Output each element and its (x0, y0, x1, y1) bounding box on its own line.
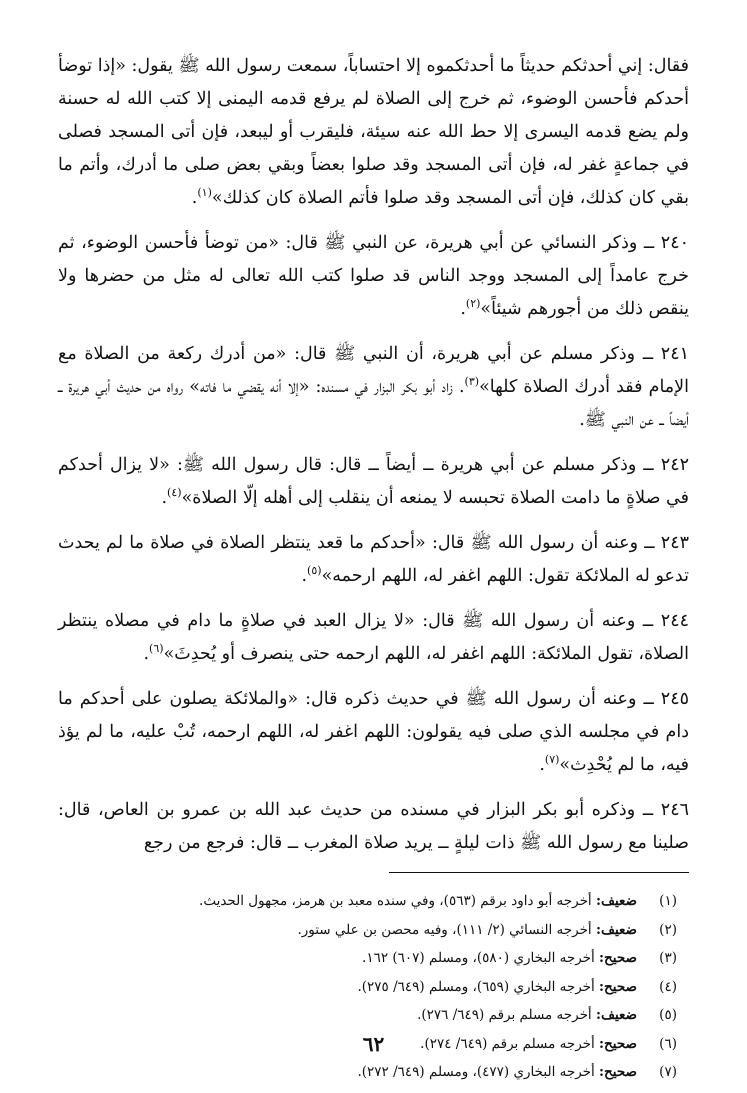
footnote-text: أخرجه أبو داود برقم (٥٦٣)، وفي سنده معبد بن هرمز، مجهول الحديث. (199, 893, 592, 909)
paragraph-text: ٢٤٢ ــ وذكر مسلم عن أبي هريرة ــ أيضاً ــ قال: قال رسول الله ﷺ: «لا يزال أحدكم في صلاةٍ ما دامت الصلاة تحبسه لا يمنعه أن ينقلب إلى أهله إلّا الصلاة» (58, 455, 689, 508)
paragraph (58, 794, 689, 860)
paragraph-text: فقال: إني أحدثكم حديثاً ما أحدثكموه إلا احتساباً، سمعت رسول الله ﷺ يقول: «إذا توضأ أحدكم فأحسن الوضوء، ثم خرج إلى الصلاة لم يرفع قدمه اليمنى إلا كتب الله له حسنة ولم يضع قدمه اليسرى إلا حط الله عنه سيئة، فليقرب أو ليبعد، فإن أتى المسجد فصلى في جماعةٍ غفر له، فإن أتى المسجد وقد صلوا بعضاً وبقي بعض صلى ما أدرك، وأتم ما بقي كان كذلك، فإن أتى المسجد وقد صلوا فأتم الصلاة كان كذلك» (58, 56, 689, 208)
paragraph-text: ٢٤٦ ــ وذكره أبو بكر البزار في مسنده من حديث عبد الله بن عمرو بن العاص، قال: صلينا مع رسول الله ﷺ ذات ليلةٍ ــ يريد صلاة المغرب ــ قال: فرجع من رجع (58, 800, 689, 853)
footnote-divider (389, 872, 689, 873)
footnote-number: (٧) (659, 1064, 677, 1080)
footnote-text: أخرجه مسلم برقم (٦٤٩/ ٢٧٤). (420, 1035, 595, 1052)
footnote-grade: ضعيف: (595, 921, 637, 938)
paragraph-text: ٢٤٣ ــ وعنه أن رسول الله ﷺ قال: «أحدكم ما قعد ينتظر الصلاة في صلاة ما لم يحدث تدعو له الملائكة تقول: اللهم اغفر له، اللهم ارحمه» (58, 533, 689, 586)
footnotes (58, 887, 689, 1087)
footnote-number: (٢) (659, 921, 677, 938)
footnote-text: أخرجه البخاري (٦٥٩)، ومسلم (٦٤٩/ ٢٧٥). (357, 978, 595, 995)
paragraph (58, 338, 689, 437)
footnote-ref: (٣) (464, 375, 480, 389)
paragraph-tail: . زاد أبو بكر البزار في مسنده: «إلا أنه يقضي ما فاته» رواه من حديث أبي هريرة ــ أيضاً ــ عن النبي ﷺ. (58, 377, 689, 430)
footnote-grade: ضعيف: (595, 1007, 637, 1023)
paragraph-text: ٢٤١ ــ وذكر مسلم عن أبي هريرة، أن النبي ﷺ قال: «من أدرك ركعة من الصلاة مع الإمام فقد أدرك الصلاة كلها» (58, 344, 689, 397)
paragraph (58, 683, 689, 782)
page-number: ٦٢ (362, 1032, 385, 1056)
paragraph-text: ٢٤٥ ــ وعنه أن رسول الله ﷺ في حديث ذكره قال: «والملائكة يصلون على أحدكم ما دام في مجلسه الذي صلى فيه يقولون: اللهم اغفر له، اللهم ارحمه، تُبْ عليه، ما لم يؤذ فيه، ما لم يُحْدِث» (58, 689, 689, 775)
paragraph (58, 527, 689, 593)
footnote-text: أخرجه النسائي (٢/ ١١١)، وفيه محصن بن علي ستور. (297, 921, 592, 938)
paragraph-text: ٢٤٤ ــ وعنه أن رسول الله ﷺ قال: «لا يزال العبد في صلاةٍ ما دام في مصلاه ينتظر الصلاة، تقول الملائكة: اللهم اغفر له، اللهم ارحمه حتى ينصرف أو يُحدِثَ» (58, 611, 689, 664)
footnote (58, 973, 689, 1002)
footnote-number: (٤) (659, 978, 677, 995)
footnote-number: (٦) (659, 1035, 677, 1052)
paragraph-tail: . (191, 188, 198, 208)
footnote-grade: ضعيف: (595, 893, 637, 909)
footnote-ref: (٥) (307, 564, 322, 578)
paragraph-tail: . (539, 755, 545, 775)
footnote-number: (٥) (659, 1007, 677, 1023)
footnote-text: أخرجه مسلم برقم (٦٤٩/ ٢٧٦). (417, 1007, 592, 1023)
paragraph-text: ٢٤٠ ــ وذكر النسائي عن أبي هريرة، عن النبي ﷺ قال: «من توضأ فأحسن الوضوء، ثم خرج عامداً إلى المسجد ووجد الناس قد صلوا كتب الله تعالى له مثل من حضرها ولا ينقص ذلك من أجورهم شيئاً» (58, 233, 689, 319)
footnote (58, 887, 689, 916)
footnote (58, 1001, 689, 1030)
book-page (58, 50, 689, 1087)
footnote-text: أخرجه البخاري (٥٨٠)، ومسلم (٦٠٧) ١٦٢. (362, 950, 595, 966)
paragraph (58, 449, 689, 515)
paragraph-tail: . (301, 566, 308, 586)
footnote-number: (٣) (659, 950, 677, 966)
paragraph (58, 50, 689, 215)
footnote-text: أخرجه البخاري (٤٧٧)، ومسلم (٦٤٩/ ٢٧٢). (357, 1064, 595, 1080)
footnote-ref: (٧) (544, 753, 560, 767)
footnote-number: (١) (659, 893, 677, 909)
paragraph-tail: . (143, 644, 150, 664)
footnote-ref: (٢) (465, 297, 481, 311)
paragraph (58, 605, 689, 671)
footnote (58, 1058, 689, 1087)
footnote-grade: صحيح: (599, 1064, 637, 1080)
paragraph-tail: . (460, 299, 466, 319)
footnote-ref: (٦) (149, 642, 164, 656)
paragraph-tail: . (161, 488, 168, 508)
footnote-grade: صحيح: (599, 950, 637, 966)
footnote-grade: صحيح: (599, 978, 637, 995)
paragraph (58, 227, 689, 326)
footnote (58, 916, 689, 945)
footnote-ref: (١) (197, 186, 212, 200)
footnote (58, 944, 689, 973)
footnote-grade: صحيح: (599, 1035, 637, 1052)
footnote-ref: (٤) (167, 486, 182, 500)
main-text (58, 50, 689, 860)
